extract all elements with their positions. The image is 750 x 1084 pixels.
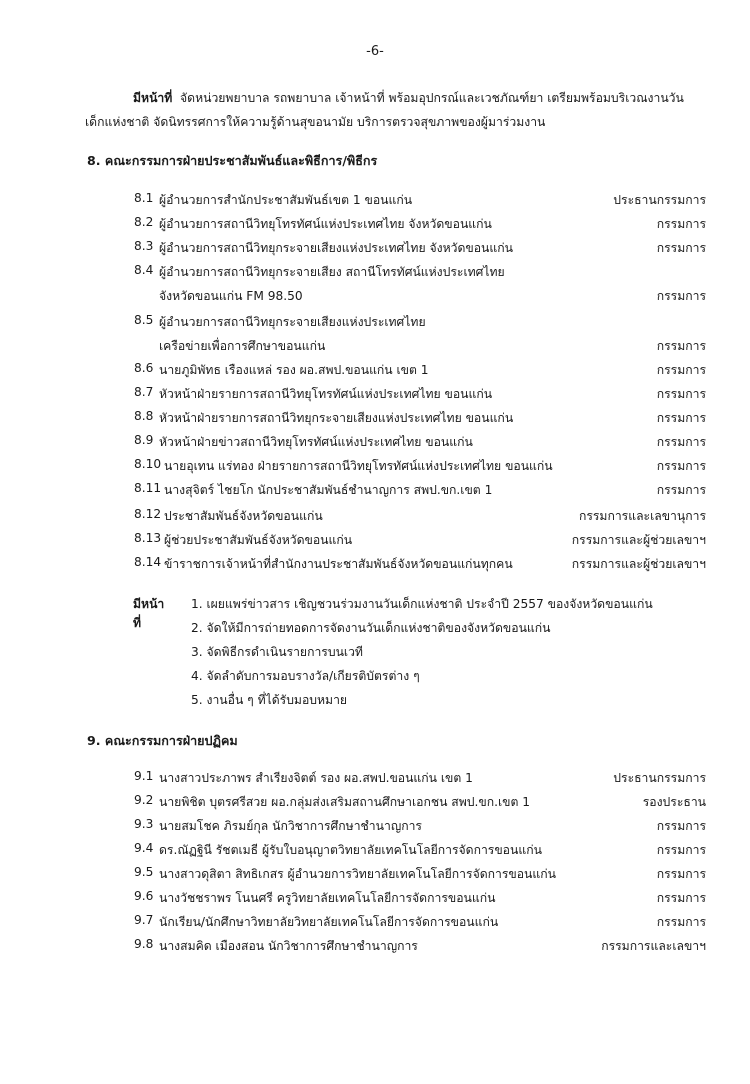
member-role: กรรมการ bbox=[656, 339, 706, 353]
section8-member bbox=[0, 481, 750, 503]
member-number: 9.6 bbox=[134, 889, 154, 903]
section8-member bbox=[0, 433, 750, 455]
section9-member bbox=[0, 937, 750, 959]
member-text: ผู้อำนวยการสถานีวิทยุกระจายเสียงแห่งประเทศไทย bbox=[159, 315, 426, 329]
member-role: กรรมการ bbox=[656, 459, 706, 473]
member-text: นางวัชชราพร โนนศรี ครูวิทยาลัยเทคโนโลยีการจัดการขอนแก่น bbox=[159, 891, 496, 905]
member-number: 8.4 bbox=[134, 263, 154, 277]
section8-member bbox=[0, 531, 750, 553]
member-role: กรรมการ bbox=[656, 241, 706, 255]
member-number: 9.7 bbox=[134, 913, 154, 927]
section8-member bbox=[0, 215, 750, 237]
section9-member bbox=[0, 889, 750, 911]
member-role: กรรมการ bbox=[656, 891, 706, 905]
member-number: 8.8 bbox=[134, 409, 154, 423]
member-text-cont: เครือข่ายเพื่อการศึกษาขอนแก่น bbox=[159, 339, 326, 353]
member-text: ผู้ช่วยประชาสัมพันธ์จังหวัดขอนแก่น bbox=[164, 533, 353, 547]
member-role: กรรมการและผู้ช่วยเลขาฯ bbox=[571, 557, 706, 571]
duty-item: 5. งานอื่น ๆ ที่ได้รับมอบหมาย bbox=[191, 693, 348, 707]
member-role: กรรมการ bbox=[656, 843, 706, 857]
member-role: กรรมการ bbox=[656, 867, 706, 881]
member-text: นางสมคิด เมืองสอน นักวิชาการศึกษาชำนาญการ bbox=[159, 939, 418, 953]
member-number: 9.8 bbox=[134, 937, 154, 951]
section9-title: 9. คณะกรรมการฝ่ายปฏิคม bbox=[87, 733, 238, 748]
member-number: 9.3 bbox=[134, 817, 154, 831]
page-number: -6- bbox=[366, 44, 384, 59]
section8-member bbox=[0, 313, 750, 335]
duty-item: 1. เผยแพร่ข่าวสาร เชิญชวนร่วมงานวันเด็กแห่งชาติ ประจำปี 2557 ของจังหวัดขอนแก่น bbox=[191, 597, 653, 611]
section9-member bbox=[0, 793, 750, 815]
member-text: ผู้อำนวยการสถานีวิทยุกระจายเสียง สถานีโทรทัศน์แห่งประเทศไทย bbox=[159, 265, 505, 279]
section8-member-cont bbox=[0, 337, 750, 359]
section8-member bbox=[0, 385, 750, 407]
member-text: นายอุเทน แร่ทอง ฝ่ายรายการสถานีวิทยุโทรทัศน์แห่งประเทศไทย ขอนแก่น bbox=[164, 459, 553, 473]
member-number: 9.4 bbox=[134, 841, 154, 855]
member-role: กรรมการ bbox=[656, 819, 706, 833]
section9-member bbox=[0, 913, 750, 935]
member-number: 8.11 bbox=[134, 481, 162, 495]
member-text: นางสาวดุสิตา สิทธิเกสร ผู้อำนวยการวิทยาลัยเทคโนโลยีการจัดการขอนแก่น bbox=[159, 867, 556, 881]
member-role: กรรมการและเลขาฯ bbox=[601, 939, 706, 953]
member-number: 9.5 bbox=[134, 865, 154, 879]
member-number: 8.13 bbox=[134, 531, 162, 545]
member-text: ดร.ณัฏฐินี รัชตเมธี ผู้รับใบอนุญาตวิทยาลัยเทคโนโลยีการจัดการขอนแก่น bbox=[159, 843, 542, 857]
member-number: 8.14 bbox=[134, 555, 162, 569]
member-role: กรรมการ bbox=[656, 483, 706, 497]
member-role: กรรมการ bbox=[656, 363, 706, 377]
member-number: 8.12 bbox=[134, 507, 162, 521]
member-text: ผู้อำนวยการสำนักประชาสัมพันธ์เขต 1 ขอนแก่น bbox=[159, 193, 413, 207]
member-number: 8.6 bbox=[134, 361, 154, 375]
duty-item: 2. จัดให้มีการถ่ายทอดการจัดงานวันเด็กแห่งชาติของจังหวัดขอนแก่น bbox=[191, 621, 551, 635]
section9-member bbox=[0, 841, 750, 863]
section8-member bbox=[0, 409, 750, 431]
member-text: นายพิชิต บุตรศรีสวย ผอ.กลุ่มส่งเสริมสถานศึกษาเอกชน สพป.ขก.เขต 1 bbox=[159, 795, 531, 809]
member-text: ประชาสัมพันธ์จังหวัดขอนแก่น bbox=[164, 509, 323, 523]
member-role: ประธานกรรมการ bbox=[613, 771, 706, 785]
intro-duty-label: มีหน้าที่ bbox=[133, 91, 173, 105]
member-number: 8.7 bbox=[134, 385, 154, 399]
member-text: หัวหน้าฝ่ายรายการสถานีวิทยุกระจายเสียงแห่งประเทศไทย ขอนแก่น bbox=[159, 411, 514, 425]
member-role: กรรมการ bbox=[656, 411, 706, 425]
section9-member bbox=[0, 865, 750, 887]
member-text: นางสุจิตร์ ไชยโก นักประชาสัมพันธ์ชำนาญการ สพป.ขก.เขต 1 bbox=[164, 483, 493, 497]
member-number: 8.9 bbox=[134, 433, 154, 447]
member-text: นายสมโชค ภิรมย์กุล นักวิชาการศึกษาชำนาญการ bbox=[159, 819, 422, 833]
member-text-cont: จังหวัดขอนแก่น FM 98.50 bbox=[159, 289, 303, 303]
member-text: ข้าราชการเจ้าหน้าที่สำนักงานประชาสัมพันธ์จังหวัดขอนแก่นทุกคน bbox=[164, 557, 513, 571]
duty-item: 4. จัดลำดับการมอบรางวัล/เกียรติบัตรต่าง ๆ bbox=[191, 669, 420, 683]
member-role: กรรมการ bbox=[656, 387, 706, 401]
member-role: กรรมการ bbox=[656, 915, 706, 929]
member-role: กรรมการ bbox=[656, 289, 706, 303]
intro-duty-line1: จัดหน่วยพยาบาล รถพยาบาล เจ้าหน้าที่ พร้อมอุปกรณ์และเวชภัณฑ์ยา เตรียมพร้อมบริเวณงานวัน bbox=[180, 91, 684, 105]
section8-member bbox=[0, 263, 750, 285]
member-text: ผู้อำนวยการสถานีวิทยุกระจายเสียงแห่งประเทศไทย จังหวัดขอนแก่น bbox=[159, 241, 513, 255]
member-number: 8.1 bbox=[134, 191, 154, 205]
section8-member bbox=[0, 361, 750, 383]
section8-member-cont bbox=[0, 287, 750, 309]
member-number: 8.3 bbox=[134, 239, 154, 253]
member-number: 9.1 bbox=[134, 769, 154, 783]
section8-title: 8. คณะกรรมการฝ่ายประชาสัมพันธ์และพิธีการ/พิธีกร bbox=[87, 153, 378, 168]
member-number: 8.5 bbox=[134, 313, 154, 327]
section8-member bbox=[0, 555, 750, 577]
member-role: กรรมการ bbox=[656, 435, 706, 449]
intro-duty-line2: เด็กแห่งชาติ จัดนิทรรศการให้ความรู้ด้านสุขอนามัย บริการตรวจสุขภาพของผู้มาร่วมงาน bbox=[85, 115, 546, 129]
member-role: กรรมการ bbox=[656, 217, 706, 231]
member-text: นายภูมิพัทธ เรืองแหล่ รอง ผอ.สพป.ขอนแก่น เขต 1 bbox=[159, 363, 429, 377]
member-text: นางสาวประภาพร สำเรียงจิตต์ รอง ผอ.สพป.ขอนแก่น เขต 1 bbox=[159, 771, 473, 785]
section8-member bbox=[0, 191, 750, 213]
section8-member bbox=[0, 507, 750, 529]
member-text: หัวหน้าฝ่ายข่าวสถานีวิทยุโทรทัศน์แห่งประเทศไทย ขอนแก่น bbox=[159, 435, 473, 449]
member-number: 8.10 bbox=[134, 457, 162, 471]
section8-member bbox=[0, 457, 750, 479]
member-number: 8.2 bbox=[134, 215, 154, 229]
section8-duty-label: มีหน้าที่ bbox=[133, 597, 165, 630]
member-role: ประธานกรรมการ bbox=[613, 193, 706, 207]
intro-duty-paragraph bbox=[85, 86, 715, 134]
member-role: กรรมการและเลขานุการ bbox=[578, 509, 706, 523]
member-role: กรรมการและผู้ช่วยเลขาฯ bbox=[571, 533, 706, 547]
section8-member bbox=[0, 239, 750, 261]
member-text: ผู้อำนวยการสถานีวิทยุโทรทัศน์แห่งประเทศไทย จังหวัดขอนแก่น bbox=[159, 217, 492, 231]
member-role: รองประธาน bbox=[642, 795, 706, 809]
member-text: หัวหน้าฝ่ายรายการสถานีวิทยุโทรทัศน์แห่งประเทศไทย ขอนแก่น bbox=[159, 387, 493, 401]
member-text: นักเรียน/นักศึกษาวิทยาลัยวิทยาลัยเทคโนโลยีการจัดการขอนแก่น bbox=[159, 915, 499, 929]
member-number: 9.2 bbox=[134, 793, 154, 807]
section9-member bbox=[0, 769, 750, 791]
duty-item: 3. จัดพิธีกรดำเนินรายการบนเวที bbox=[191, 645, 363, 659]
section9-member bbox=[0, 817, 750, 839]
